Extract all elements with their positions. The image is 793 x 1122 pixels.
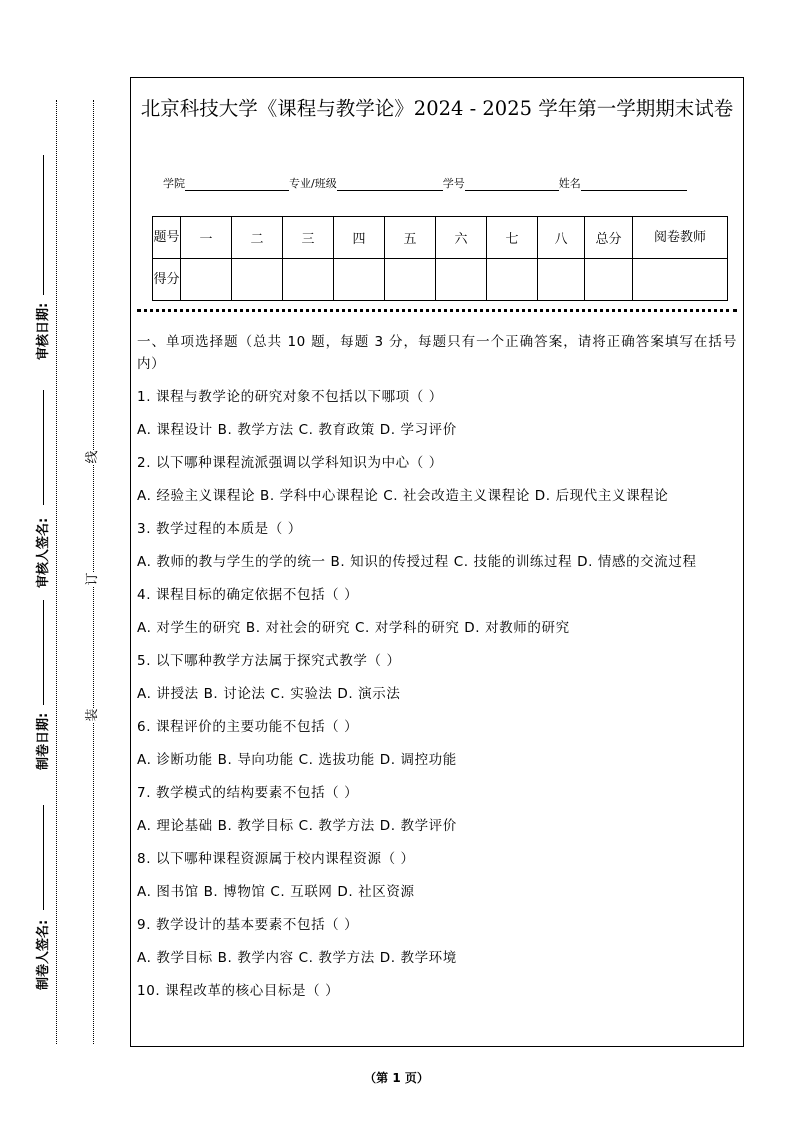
bind-char-xian: 线 [85, 450, 100, 464]
col-3: 三 [283, 217, 334, 259]
paper-date-blank[interactable] [43, 600, 44, 705]
reviewer-label: 阅卷教师 [633, 217, 728, 259]
student-id-blank[interactable] [465, 178, 559, 191]
college-blank[interactable] [185, 178, 289, 191]
score-cell-2[interactable] [232, 259, 283, 301]
question-10: 10. 课程改革的核心目标是（ ） [137, 983, 340, 999]
score-table [152, 216, 728, 301]
name-label: 姓名 [558, 177, 581, 190]
margin-dotted-line-outer [56, 100, 57, 1044]
question-4-options: A. 对学生的研究 B. 对社会的研究 C. 对学科的研究 D. 对教师的研究 [137, 620, 570, 636]
major-class-label: 专业/班级 [289, 177, 337, 190]
score-cell-6[interactable] [436, 259, 487, 301]
score-cell-4[interactable] [334, 259, 385, 301]
question-4: 4. 课程目标的确定依据不包括（ ） [137, 587, 359, 603]
col-8: 八 [538, 217, 585, 259]
question-6-options: A. 诊断功能 B. 导向功能 C. 选拔功能 D. 调控功能 [137, 752, 457, 768]
major-class-blank[interactable] [337, 178, 443, 191]
col-6: 六 [436, 217, 487, 259]
question-8-options: A. 图书馆 B. 博物馆 C. 互联网 D. 社区资源 [137, 884, 415, 900]
question-3: 3. 教学过程的本质是（ ） [137, 521, 302, 537]
question-9-options: A. 教学目标 B. 教学内容 C. 教学方法 D. 教学环境 [137, 950, 457, 966]
student-info-row [163, 175, 687, 191]
col-total: 总分 [585, 217, 633, 259]
exam-title: 北京科技大学《课程与教学论》2024 - 2025 学年第一学期期末试卷 [140, 97, 734, 120]
question-7-options: A. 理论基础 B. 教学目标 C. 教学方法 D. 教学评价 [137, 818, 457, 834]
question-2: 2. 以下哪种课程流派强调以学科知识为中心（ ） [137, 455, 443, 471]
question-7: 7. 教学模式的结构要素不包括（ ） [137, 785, 359, 801]
question-1: 1. 课程与教学论的研究对象不包括以下哪项（ ） [137, 389, 443, 405]
bind-char-ding: 订 [85, 572, 100, 586]
college-label: 学院 [163, 177, 185, 190]
section-heading: 一、单项选择题（总共 10 题，每题 3 分，每题只有一个正确答案，请将正确答案填写在括号内） [137, 334, 737, 372]
reviewer-cell[interactable] [633, 259, 728, 301]
score-cell-5[interactable] [385, 259, 436, 301]
col-4: 四 [334, 217, 385, 259]
question-1-options: A. 课程设计 B. 教学方法 C. 教育政策 D. 学习评价 [137, 422, 457, 438]
page-number: （第 1 页） [364, 1071, 429, 1085]
score-cell-total[interactable] [585, 259, 633, 301]
reviewer-signature-label: 审核人签名: [36, 517, 51, 588]
student-id-label: 学号 [442, 177, 465, 190]
score-label: 得分 [153, 259, 181, 301]
question-6: 6. 课程评价的主要功能不包括（ ） [137, 719, 359, 735]
review-date-blank[interactable] [43, 155, 44, 295]
dotted-separator [137, 309, 737, 312]
review-date-label: 审核日期: [36, 302, 51, 360]
col-2: 二 [232, 217, 283, 259]
col-5: 五 [385, 217, 436, 259]
name-blank[interactable] [581, 178, 687, 191]
bind-char-zhuang: 装 [85, 708, 100, 722]
paper-date-label: 制卷日期: [36, 712, 51, 770]
paper-maker-signature-label: 制卷人签名: [36, 919, 51, 990]
question-8: 8. 以下哪种课程资源属于校内课程资源（ ） [137, 851, 415, 867]
score-cell-1[interactable] [181, 259, 232, 301]
paper-maker-signature-blank[interactable] [43, 805, 44, 910]
score-cell-8[interactable] [538, 259, 585, 301]
reviewer-signature-blank[interactable] [43, 390, 44, 505]
question-section [137, 331, 737, 1013]
col-1: 一 [181, 217, 232, 259]
exam-frame [130, 77, 744, 1047]
question-5-options: A. 讲授法 B. 讨论法 C. 实验法 D. 演示法 [137, 686, 401, 702]
question-2-options: A. 经验主义课程论 B. 学科中心课程论 C. 社会改造主义课程论 D. 后现代主义课程论 [137, 488, 669, 504]
question-number-label: 题号 [153, 217, 181, 259]
score-cell-3[interactable] [283, 259, 334, 301]
question-3-options: A. 教师的教与学生的学的统一 B. 知识的传授过程 C. 技能的训练过程 D. 情感的交流过程 [137, 554, 697, 570]
question-9: 9. 教学设计的基本要素不包括（ ） [137, 917, 359, 933]
score-table-header-row [153, 217, 728, 259]
col-7: 七 [487, 217, 538, 259]
score-cell-7[interactable] [487, 259, 538, 301]
question-5: 5. 以下哪种教学方法属于探究式教学（ ） [137, 653, 401, 669]
score-table-score-row [153, 259, 728, 301]
